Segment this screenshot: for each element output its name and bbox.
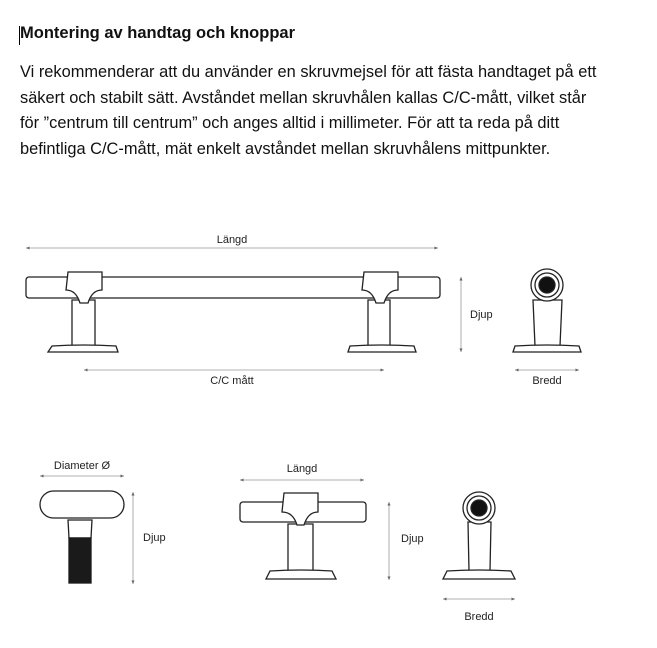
depth-label: Djup — [470, 309, 493, 321]
cc-label: C/C mått — [210, 375, 254, 387]
paragraph-line: för ”centrum till centrum” och anges alltid i millimeter. För att ta reda på ditt — [20, 114, 560, 132]
document-title: Montering av handtag och knoppar — [20, 24, 296, 42]
bar-handle-front-view — [26, 248, 461, 370]
diameter-label: Diameter Ø — [53, 460, 111, 472]
paragraph-line: Vi rekommenderar att du använder en skruvmejsel för att fästa handtaget på ett — [20, 63, 597, 81]
paragraph-line: säkert och stabilt sätt. Avståndet mellan skruvhålen kallas C/C-mått, vilket står — [20, 88, 587, 107]
tknob-width-label: Bredd — [464, 611, 494, 623]
paragraph-line: befintliga C/C-mått, mät enkelt avståndet mellan skruvhålens mittpunkter. — [20, 139, 551, 158]
length-label: Längd — [216, 234, 248, 246]
tknob-depth-label: Djup — [401, 533, 424, 545]
knob-depth-label: Djup — [143, 532, 166, 544]
tknob-length-label: Längd — [286, 463, 318, 475]
t-knob-front-view — [240, 480, 389, 580]
width-label: Bredd — [532, 375, 562, 387]
bar-handle-side-view — [513, 269, 581, 370]
t-knob-side-view — [443, 492, 515, 599]
round-knob-view — [40, 476, 133, 584]
